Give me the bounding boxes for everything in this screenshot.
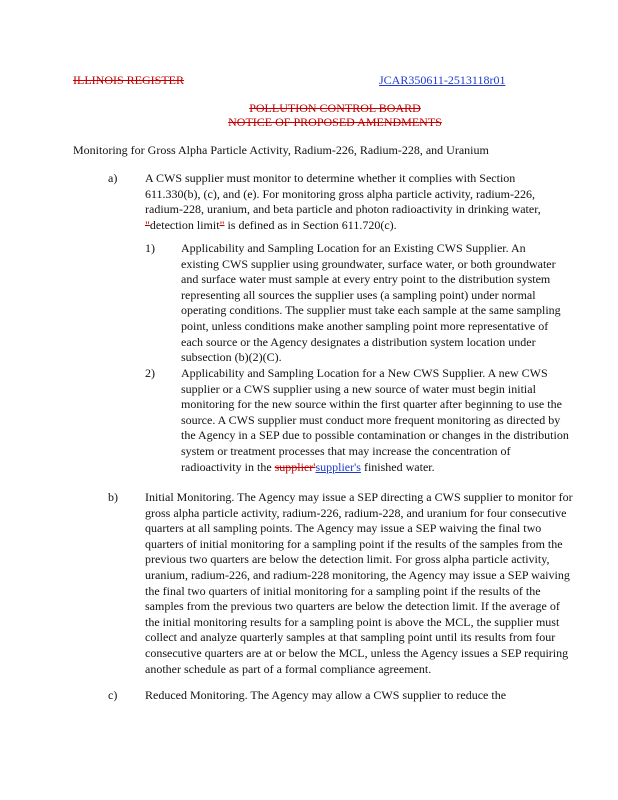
section-title: Monitoring for Gross Alpha Particle Activity, Radium-226, Radium-228, and Uranium [73,143,489,157]
subsection-c-label: c) [108,688,118,702]
item-2-text [181,366,571,475]
deleted-quote-close: " [219,217,225,232]
subsection-b-text: Initial Monitoring. The Agency may issue a SEP directing a CWS supplier to monitor for gross alpha particle activity, radium-226, radium-228, and uranium for four consecutive quarters at all sampling points. The Agency may issue a SEP waiving the final two quarters of initial monitoring for a sampling point if the results of the samples from the previous two quarters are below the detection limit. For gross alpha particle activity, uranium, radium-226, and radium-228 monitoring, the Agency may issue a SEP waiving the final two quarters of initial monitoring for a sampling point if the results of the samples from the previous two quarters are below the detection limit. If the average of the initial monitoring results for a sampling point is above the MCL, the supplier must collect and analyze quarterly samples at that sampling point until its results from four consecutive quarters are at or below the MCL, unless the Agency issues a SEP requiring another schedule as part of a formal compliance agreement. [145,490,573,676]
item-2-label: 2) [145,366,155,380]
deleted-supplier: supplier' [274,459,316,474]
header-register: ILLINOIS REGISTER [73,73,184,87]
subsection-a-text-end: is defined as in Section 611.720(c). [224,217,397,232]
item-1-label: 1) [145,241,155,255]
item-2-text-end: finished water. [360,459,435,474]
subsection-a-text-main: A CWS supplier must monitor to determine whether it complies with Section 611.330(b), (c), and (e). For monitoring gross alpha particle activity, radium-226, radium-228, uranium, and beta particle and photon radioactivity in drinking water, [145,171,541,217]
board-heading [150,101,520,129]
item-2-text-main: Applicability and Sampling Location for a New CWS Supplier. A new CWS supplier or a CWS supplier using a new source of water must begin initial monitoring for the new source within the first quarter after beginning to use the source. A CWS supplier must conduct more frequent monitoring as directed by the Agency in a SEP due to possible contamination or changes in the distribution system or treatment processes that may increase the concentration of radioactivity in the [181,366,569,474]
item-1-text: Applicability and Sampling Location for an Existing CWS Supplier. An existing CWS supplier using groundwater, surface water, or both groundwater and surface water must sample at every entry point to the distribution system representing all sources the supplier uses (a sampling point) under normal operating conditions. The supplier must take each sample at the same sampling point, unless conditions make another sampling point more representative of each source or the Agency designates a distribution system location under subsection (b)(2)(C). [181,241,561,365]
board-name: POLLUTION CONTROL BOARD [249,101,421,115]
subsection-a-text [145,171,565,233]
deleted-quote-open: " [145,217,150,232]
subsection-c-text: Reduced Monitoring. The Agency may allow a CWS supplier to reduce the [145,688,507,702]
subsection-b-label: b) [108,490,118,504]
notice-title: NOTICE OF PROPOSED AMENDMENTS [228,115,442,129]
inserted-supplier[interactable]: supplier's [315,459,361,474]
subsection-a-term: detection limit [149,217,220,232]
header-jcar-code[interactable]: JCAR350611-2513118r01 [379,73,506,87]
subsection-a-label: a) [108,171,118,185]
